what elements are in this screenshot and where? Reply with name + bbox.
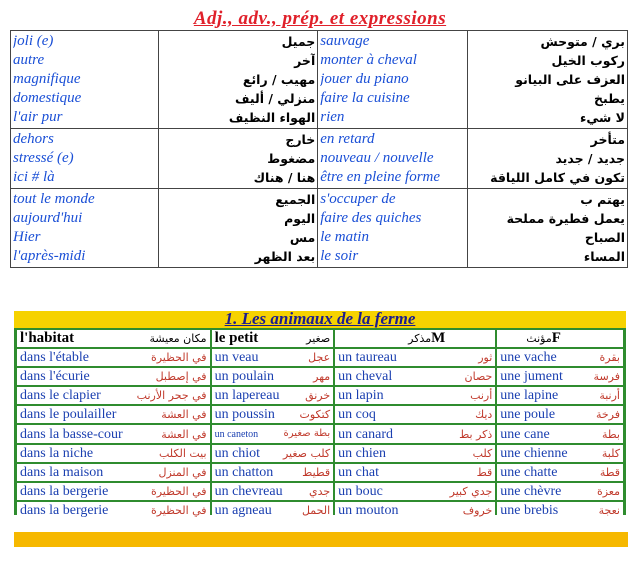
animal-translation: جدي كبير: [449, 485, 493, 498]
vocab-cell-left-ar: [158, 129, 318, 189]
animal-term: un chat: [338, 465, 379, 480]
vocab-term: faire des quiches: [320, 210, 422, 226]
animal-translation: قط: [476, 466, 493, 479]
animal-term: une brebis: [500, 503, 559, 518]
vocab-translation: مس: [289, 230, 316, 245]
animal-cell-f: [497, 349, 623, 366]
animal-term: dans la niche: [20, 446, 94, 461]
animal-cell-petit: [212, 349, 334, 366]
animal-cell-petit: [212, 387, 334, 404]
animal-cell-f: [497, 445, 623, 462]
vocab-term: Hier: [13, 229, 41, 245]
animal-row: [17, 464, 623, 481]
animal-row: [17, 483, 623, 500]
vocab-term: faire la cuisine: [320, 90, 410, 106]
animal-term: un veau: [214, 350, 259, 365]
animal-translation: فرخة: [595, 408, 620, 421]
footer-bar: [14, 532, 628, 547]
animal-translation: في إصطبل: [155, 370, 207, 383]
animal-cell-f: [497, 464, 623, 481]
vocab-term: domestique: [13, 90, 82, 106]
animal-translation: في العشة: [161, 408, 207, 421]
animal-translation: كلبة: [601, 447, 620, 460]
animal-translation: بطة صغيرة: [283, 428, 331, 439]
animal-term: dans le poulailler: [20, 407, 117, 422]
animal-term: dans la bergerie: [20, 503, 109, 518]
animal-translation: أرنبة: [599, 389, 620, 402]
vocab-term: aujourd'hui: [13, 210, 83, 226]
animal-term: un cheval: [338, 369, 393, 384]
animal-translation: أرنب: [470, 389, 493, 402]
animal-term: un agneau: [214, 503, 272, 518]
animal-cell-f: [497, 502, 623, 519]
vocab-term: nouveau / nouvelle: [320, 150, 434, 166]
animal-term: un coq: [338, 407, 376, 422]
animal-cell-habitat: [17, 483, 210, 500]
animal-cell-m: [335, 349, 495, 366]
animal-translation: قطيط: [302, 466, 331, 479]
animal-term: un canard: [338, 426, 393, 442]
vocab-term: ici # là: [13, 169, 55, 185]
animal-cell-petit: [212, 425, 334, 443]
animal-term: dans l'écurie: [20, 369, 90, 384]
animal-term: un taureau: [338, 350, 397, 365]
vocab-term: le matin: [320, 229, 369, 245]
animal-translation: جدي: [308, 485, 331, 498]
animal-term: un chevreau: [214, 484, 283, 499]
animal-row: [17, 387, 623, 404]
animal-row: [17, 502, 623, 519]
vocab-cell-right-fr: [318, 31, 468, 129]
animal-cell-habitat: [17, 368, 210, 385]
vocab-translation: يهتم ب: [580, 192, 625, 207]
animal-row: [17, 425, 623, 443]
animal-term: une vache: [500, 350, 557, 365]
animal-cell-habitat: [17, 349, 210, 366]
vocab-cell-left-fr: [11, 31, 159, 129]
animal-translation: حصان: [464, 370, 493, 383]
animal-translation: بطة: [602, 427, 620, 441]
vocab-translation: يطبخ: [594, 91, 625, 106]
animal-cell-petit: [212, 445, 334, 462]
animal-translation: ثور: [478, 351, 493, 364]
animal-translation: في الحظيرة: [150, 351, 207, 364]
animal-translation: خرنق: [305, 389, 331, 402]
animal-cell-petit: [212, 502, 334, 519]
animal-term: une cane: [500, 426, 550, 442]
vocab-translation: متأخر: [590, 132, 625, 147]
animal-cell-f: [497, 483, 623, 500]
vocab-group-row: [11, 31, 628, 129]
vocab-translation: مهيب / رائع: [242, 72, 316, 87]
vocab-table: [10, 30, 628, 268]
animal-cell-petit: [212, 406, 334, 423]
vocab-translation: بري / متوحش: [540, 34, 625, 49]
animal-term: dans l'étable: [20, 350, 89, 365]
animal-cell-petit: [212, 368, 334, 385]
animal-term: un bouc: [338, 484, 383, 499]
vocab-translation: خارج: [285, 132, 316, 147]
vocab-translation: منزلي / أليف: [235, 91, 316, 106]
header-f: مؤنثF: [497, 330, 623, 347]
vocab-cell-left-fr: [11, 129, 159, 189]
animal-translation: بقرة: [599, 351, 620, 364]
vocab-cell-right-ar: [468, 129, 628, 189]
animal-translation: في المنزل: [158, 466, 207, 479]
vocab-term: tout le monde: [13, 191, 95, 207]
vocab-term: jouer du piano: [320, 71, 409, 87]
vocab-translation: يعمل فطيرة مملحة: [506, 211, 625, 226]
animal-term: une lapine: [500, 388, 559, 403]
animal-term: un lapereau: [214, 388, 280, 403]
animal-translation: كلب صغير: [282, 447, 331, 460]
animal-cell-habitat: [17, 502, 210, 519]
animal-term: dans la maison: [20, 465, 104, 480]
animals-title: 1. Les animaux de la ferme: [224, 309, 416, 328]
animal-cell-habitat: [17, 387, 210, 404]
animal-cell-habitat: [17, 445, 210, 462]
animal-term: dans la bergerie: [20, 484, 109, 499]
vocab-term: s'occuper de: [320, 191, 396, 207]
animal-cell-m: [335, 387, 495, 404]
animal-cell-petit: [212, 464, 334, 481]
vocab-cell-right-fr: [318, 129, 468, 189]
animal-term: une poule: [500, 407, 556, 422]
animal-row: [17, 406, 623, 423]
vocab-translation: آخر: [294, 53, 316, 68]
animal-cell-m: [335, 425, 495, 443]
vocab-term: joli (e): [13, 33, 54, 49]
animal-translation: في الحظيرة: [150, 485, 207, 498]
animal-cell-m: [335, 483, 495, 500]
animal-term: un lapin: [338, 388, 384, 403]
animal-cell-petit: [212, 483, 334, 500]
animal-row: [17, 368, 623, 385]
animal-term: un chatton: [214, 465, 274, 480]
vocab-cell-left-fr: [11, 189, 159, 268]
animal-translation: عجل: [308, 351, 331, 364]
vocab-term: monter à cheval: [320, 52, 417, 68]
vocab-term: en retard: [320, 131, 375, 147]
animal-term: une chèvre: [500, 484, 562, 499]
animal-cell-m: [335, 502, 495, 519]
animal-row: [17, 349, 623, 366]
animal-cell-m: [335, 445, 495, 462]
animal-translation: ذكر بط: [459, 427, 493, 441]
vocab-title: Adj., adv., prép. et expressions: [193, 8, 447, 29]
animal-term: un mouton: [338, 503, 399, 518]
animal-term: une chatte: [500, 465, 558, 480]
vocab-term: rien: [320, 109, 345, 125]
animal-translation: خروف: [462, 504, 493, 517]
animal-translation: معزة: [596, 485, 620, 498]
animal-translation: قطة: [599, 466, 620, 479]
animal-cell-habitat: [17, 425, 210, 443]
animal-translation: كلب: [472, 447, 493, 460]
animal-cell-m: [335, 464, 495, 481]
animal-term: une chienne: [500, 446, 568, 461]
animal-term: une jument: [500, 369, 563, 384]
animals-header-row: [17, 330, 623, 347]
animal-cell-f: [497, 425, 623, 443]
animal-translation: كتكوت: [299, 408, 331, 421]
vocab-cell-left-ar: [158, 189, 318, 268]
header-m: مذكرM: [335, 330, 495, 347]
vocab-cell-right-ar: [468, 189, 628, 268]
vocab-term: dehors: [13, 131, 54, 147]
vocab-term: l'après-midi: [13, 248, 86, 264]
animal-translation: في الحظيرة: [150, 504, 207, 517]
vocab-translation: جميل: [281, 34, 316, 49]
vocab-group-row: [11, 129, 628, 189]
vocab-term: autre: [13, 52, 45, 68]
vocab-cell-left-ar: [158, 31, 318, 129]
vocab-translation: الجميع: [275, 192, 316, 207]
vocab-translation: هنا / هناك: [253, 170, 316, 185]
animal-term: dans la basse-cour: [20, 426, 123, 442]
header-habitat: l'habitat مكان معيشة: [17, 330, 210, 347]
animal-cell-m: [335, 406, 495, 423]
animal-term: un poussin: [214, 407, 275, 422]
vocab-translation: اليوم: [284, 211, 316, 226]
vocab-cell-right-ar: [468, 31, 628, 129]
animal-term: un chien: [338, 446, 386, 461]
animal-translation: ديك: [475, 408, 493, 421]
animal-cell-f: [497, 387, 623, 404]
animal-translation: نعجة: [598, 504, 620, 517]
animal-cell-f: [497, 406, 623, 423]
vocab-translation: الهواء النظيف: [228, 110, 316, 125]
animal-term: un chiot: [214, 446, 261, 461]
vocab-term: le soir: [320, 248, 359, 264]
vocab-translation: لا شيء: [580, 110, 625, 125]
vocab-translation: العزف على البيانو: [515, 72, 625, 87]
animal-cell-m: [335, 368, 495, 385]
animal-cell-habitat: [17, 406, 210, 423]
animal-term: un poulain: [214, 369, 275, 384]
animal-row: [17, 445, 623, 462]
animal-translation: في العشة: [161, 427, 207, 441]
vocab-translation: تكون في كامل اللياقة: [490, 170, 625, 185]
vocab-term: l'air pur: [13, 109, 63, 125]
vocab-term: sauvage: [320, 33, 370, 49]
vocab-term: magnifique: [13, 71, 81, 87]
animal-translation: في جحر الأرنب: [136, 389, 207, 402]
animal-translation: مهر: [313, 370, 331, 383]
vocab-translation: بعد الظهر: [254, 249, 316, 264]
vocab-translation: جديد / جديد: [555, 151, 625, 166]
animal-translation: بيت الكلب: [158, 447, 207, 460]
vocab-term: être en pleine forme: [320, 169, 441, 185]
animal-cell-f: [497, 368, 623, 385]
vocab-cell-right-fr: [318, 189, 468, 268]
vocab-group-row: [11, 189, 628, 268]
animal-translation: الحمل: [301, 504, 331, 517]
animal-translation: فرسة: [593, 370, 620, 383]
header-petit: le petit صغير: [212, 330, 334, 347]
animals-table: [15, 328, 625, 521]
vocab-translation: المساء: [583, 249, 625, 264]
animal-cell-habitat: [17, 464, 210, 481]
animal-term: dans le clapier: [20, 388, 101, 403]
vocab-translation: مضغوط: [267, 151, 316, 166]
vocab-term: stressé (e): [13, 150, 74, 166]
vocab-translation: ركوب الخيل: [551, 53, 625, 68]
vocab-translation: الصباح: [584, 230, 625, 245]
animal-term: un caneton: [214, 429, 259, 440]
